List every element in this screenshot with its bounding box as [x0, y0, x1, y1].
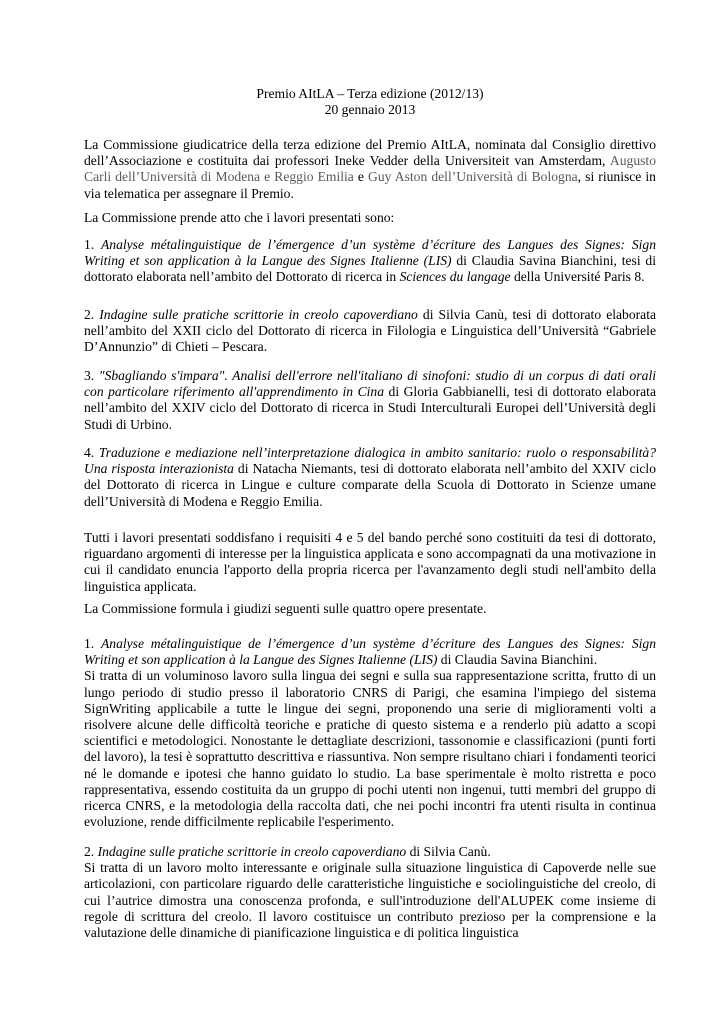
date-text: 20 gennaio 2013 — [324, 102, 416, 118]
judgment-number: 2. — [84, 844, 98, 859]
works-intro: La Commissione prende atto che i lavori presentati sono: — [84, 210, 395, 225]
judgment-item-1 — [84, 636, 656, 830]
intro-text-and: e — [353, 169, 369, 185]
judgment-title: Analyse métalinguistique de l’émergence d’un système d’écriture des Langues des Signes: Sign Writing et son application à la Langue des Signes Italienne (LIS) — [84, 636, 657, 668]
work-item-1 — [84, 237, 656, 286]
judgment-text: Si tratta di un lavoro molto interessante e originale sulla situazione linguistica di Capoverde nelle sue articolazioni, con particolare riguardo delle caratteristiche linguistiche e sociolinguistiche del creolo, di cui l’autrice dimostra una conoscenza profonda, e sull'introduzione dell'ALUPEK come insieme di regole di scrittura del creolo. Il lavoro costituisce un contributo prezioso per la comprensione e la valutazione delle dinamiche di pianificazione linguistica e di politica linguistica — [84, 860, 656, 941]
work-author: di Claudia Savina Bianchini, tesi di dottorato elaborata nell’ambito del Dottorato di ricerca in — [84, 253, 657, 285]
work-author: di Natacha Niemants, tesi di dottorato elaborata nell’ambito del XXIV ciclo del Dottorato di ricerca in Lingue e culture comparate della Scuola di Dottorato in Scienze umane dell’Università di Modena e Reggio Emilia. — [84, 461, 656, 509]
judgment-number: 1. — [84, 636, 101, 651]
work-field: Sciences du langage — [399, 269, 511, 285]
work-item-3 — [84, 368, 656, 433]
work-title: Analyse métalinguistique de l’émergence d’un système d’écriture des Langues des Signes: Sign Writing et son application à la Langue des Signes Italienne (LIS) — [84, 237, 657, 269]
work-number: 2. — [84, 307, 100, 322]
work-author: di Gloria Gabbianelli, tesi di dottorato elaborata nell’ambito del XXIV ciclo del Dottorato di ricerca in Studi Interculturali Europei dell’Università degli Studi di Urbino. — [84, 384, 656, 432]
work-item-4 — [84, 445, 656, 510]
work-author: di Silvia Canù, tesi di dottorato elaborata nell’ambito del XXII ciclo del Dottorato di ricerca in Filologia e Linguistica dell’Università “Gabriele D’Annunzio” di Chieti – Pescara. — [84, 307, 656, 355]
judgment-author: di Silvia Canù. — [406, 844, 491, 859]
intro-text: La Commissione giudicatrice della terza edizione del Premio AItLA, nominata dal Consiglio direttivo dell’Associazione e costituita dai professori Ineke Vedder della Universiteit van Amsterdam, — [84, 137, 656, 169]
judgment-item-2 — [84, 844, 656, 941]
work-rest: della Université Paris 8. — [510, 269, 645, 285]
work-number: 1. — [84, 237, 101, 252]
judgment-text: Si tratta di un voluminoso lavoro sulla lingua dei segni e sulla sua rappresentazione scritta, frutto di un lungo periodo di studio presso il laboratorio CNRS di Parigi, che esamina l'impiego del sistema SignWriting applicabile a tutte le lingue dei segni, proponendo una serie di miglioramenti volti a risolvere alcune delle difficoltà teoriche e pratiche di questo sistema e a renderlo più adatto a scopi scientifici e metodologici. Nonostante le dettagliate descrizioni, tassonomie e classificazioni (punti forti del lavoro), la tesi è soprattutto descrittiva e riassuntiva. Non sempre risultano chiari i fondamenti teorici né le domande e ipotesi che hanno guidato lo studio. La base sperimentale è molto ristretta e poco rappresentativa, essendo costituita da un gruppo di pochi utenti non ingenui, tutti membri del gruppo di ricerca CNRS, e la metodologia della raccolta dati, che nei pochi incontri fra utenti risulta in continua evoluzione, rende difficilmente replicabile l'esperimento. — [84, 668, 656, 830]
document-title — [84, 86, 656, 118]
work-number: 4. — [84, 445, 99, 460]
title-text: Premio AItLA – Terza edizione (2012/13) — [256, 86, 484, 101]
judgment-title: Indagine sulle pratiche scrittorie in creolo capoverdiano — [97, 844, 407, 859]
work-title: Traduzione e mediazione nell’interpretazione dialogica in ambito sanitario: ruolo o responsabilità? Una risposta interazionista — [84, 445, 657, 477]
judgment-author: di Claudia Savina Bianchini. — [437, 652, 598, 668]
intro-aston: Guy Aston dell’Università di Bologna — [368, 169, 578, 185]
work-item-2 — [84, 307, 656, 356]
intro-paragraph — [84, 137, 656, 202]
requirements-paragraph: Tutti i lavori presentati soddisfano i requisiti 4 e 5 del bando perché sono costituiti da tesi di dottorato, riguardano argomenti di interesse per la linguistica applicata e sono accompagnati da una motivazione in cui il candidato enuncia l'apporto della propria ricerca per l'avanzamento degli studi nell'ambito della linguistica applicata. — [84, 530, 656, 594]
intro-text-end: , si riunisce in via telematica per assegnare il Premio. — [84, 169, 656, 201]
judgments-intro: La Commissione formula i giudizi seguenti sulle quattro opere presentate. — [84, 601, 487, 616]
work-title: "Sbagliando s'impara". Analisi dell'errore nell'italiano di sinofoni: studio di un corpus di dati orali con particolare riferimento all'apprendimento in Cina — [84, 368, 656, 400]
work-number: 3. — [84, 368, 99, 383]
intro-carli: Augusto Carli dell’Università di Modena e Reggio Emilia — [84, 153, 656, 185]
work-title: Indagine sulle pratiche scrittorie in creolo capoverdiano — [99, 307, 418, 322]
